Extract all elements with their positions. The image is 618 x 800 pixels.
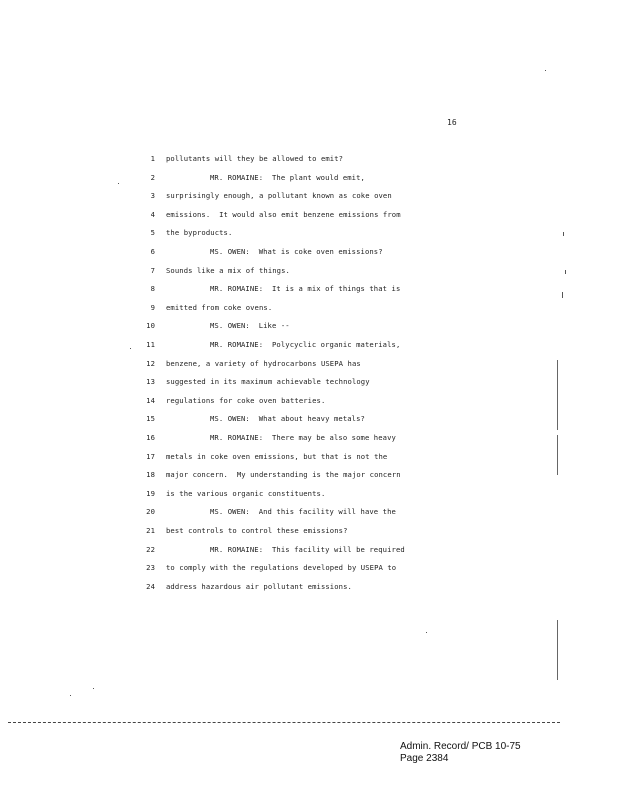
transcript-line (0, 226, 618, 240)
transcript-line (0, 282, 618, 296)
line-text: MS. OWEN: What is coke oven emissions? (210, 247, 383, 256)
line-text: MR. ROMAINE: Polycyclic organic materials, (210, 340, 401, 349)
transcript-line (0, 394, 618, 408)
line-text: MR. ROMAINE: It is a mix of things that is (210, 284, 401, 294)
transcript-line (0, 468, 618, 482)
scan-speck (565, 270, 566, 274)
line-number: 20 (146, 507, 155, 517)
transcript-line (0, 301, 618, 315)
transcript-line (0, 487, 618, 501)
line-text: MR. ROMAINE: This facility will be required (210, 544, 405, 554)
line-number: 2 (150, 172, 155, 182)
line-number: 12 (146, 358, 155, 368)
line-text: to comply with the regulations developed by USEPA to (166, 563, 397, 573)
line-number: 9 (150, 302, 155, 312)
line-number: 19 (146, 488, 155, 498)
scan-artifact-bar (557, 620, 558, 680)
transcript-line (0, 189, 618, 203)
line-text: MR. ROMAINE: There may be also some heavy (210, 433, 396, 442)
scan-speck (426, 632, 427, 633)
transcript-line (0, 152, 618, 166)
line-number: 17 (146, 451, 155, 461)
line-text: is the various organic constituents. (166, 488, 326, 498)
line-number: 5 (150, 228, 155, 238)
transcript-line (0, 412, 618, 426)
line-number: 24 (146, 581, 155, 591)
line-text: benzene, a variety of hydrocarbons USEPA has (166, 358, 361, 368)
line-number: 3 (150, 191, 155, 201)
line-text: regulations for coke oven batteries. (166, 395, 326, 405)
line-number: 10 (146, 321, 155, 331)
admin-page-label: Page 2384 (400, 753, 449, 764)
scan-speck (563, 232, 564, 236)
transcript-line (0, 245, 618, 259)
line-text: MS. OWEN: Like -- (210, 321, 290, 331)
line-number: 1 (150, 154, 155, 163)
line-number: 18 (146, 470, 155, 480)
line-number: 22 (146, 544, 155, 554)
transcript-line (0, 357, 618, 371)
line-text: major concern. My understanding is the major concern (166, 470, 401, 480)
line-number: 15 (146, 414, 155, 424)
scan-artifact-bar (557, 435, 558, 475)
transcript-line (0, 580, 618, 594)
line-number: 21 (146, 526, 155, 535)
line-number: 4 (150, 209, 155, 219)
line-text: surprisingly enough, a pollutant known as coke oven (166, 191, 392, 201)
line-text: emissions. It would also emit benzene emissions from (166, 209, 401, 219)
line-number: 8 (150, 284, 155, 294)
transcript-line (0, 505, 618, 519)
transcript-line (0, 208, 618, 222)
scan-speck (545, 70, 546, 71)
line-text: metals in coke oven emissions, but that is not the (166, 451, 388, 461)
line-number: 23 (146, 563, 155, 573)
line-number: 6 (150, 247, 155, 256)
line-number: 11 (146, 340, 155, 349)
line-text: the byproducts. (166, 228, 233, 238)
admin-record-label: Admin. Record/ PCB 10-75 (400, 741, 521, 752)
line-text: MR. ROMAINE: The plant would emit, (210, 172, 365, 182)
line-text: emitted from coke ovens. (166, 302, 273, 312)
line-text: MS. OWEN: And this facility will have the (210, 507, 396, 517)
transcript-line (0, 524, 618, 538)
transcript-line (0, 431, 618, 445)
transcript-line (0, 561, 618, 575)
line-text: suggested in its maximum achievable technology (166, 377, 370, 387)
footer-divider (8, 722, 560, 723)
line-number: 14 (146, 395, 155, 405)
line-text: address hazardous air pollutant emissions. (166, 581, 352, 591)
line-text: pollutants will they be allowed to emit? (166, 154, 344, 163)
line-number: 7 (150, 265, 155, 275)
scan-speck (93, 688, 94, 689)
scan-speck (562, 292, 563, 298)
line-text: best controls to control these emissions? (166, 526, 348, 535)
line-number: 16 (146, 433, 155, 442)
transcript-line (0, 375, 618, 389)
transcript-line (0, 171, 618, 185)
transcript-line (0, 319, 618, 333)
line-number: 13 (146, 377, 155, 387)
scan-artifact-bar (557, 360, 558, 430)
scan-speck (118, 183, 119, 184)
transcript-line (0, 450, 618, 464)
scan-speck (70, 695, 71, 696)
transcript-line (0, 338, 618, 352)
line-text: Sounds like a mix of things. (166, 265, 290, 275)
admin-record-stamp (400, 741, 521, 765)
transcript-line (0, 543, 618, 557)
transcript-line (0, 264, 618, 278)
line-text: MS. OWEN: What about heavy metals? (210, 414, 365, 424)
page-number: 16 (447, 118, 457, 127)
scan-speck (130, 348, 131, 349)
